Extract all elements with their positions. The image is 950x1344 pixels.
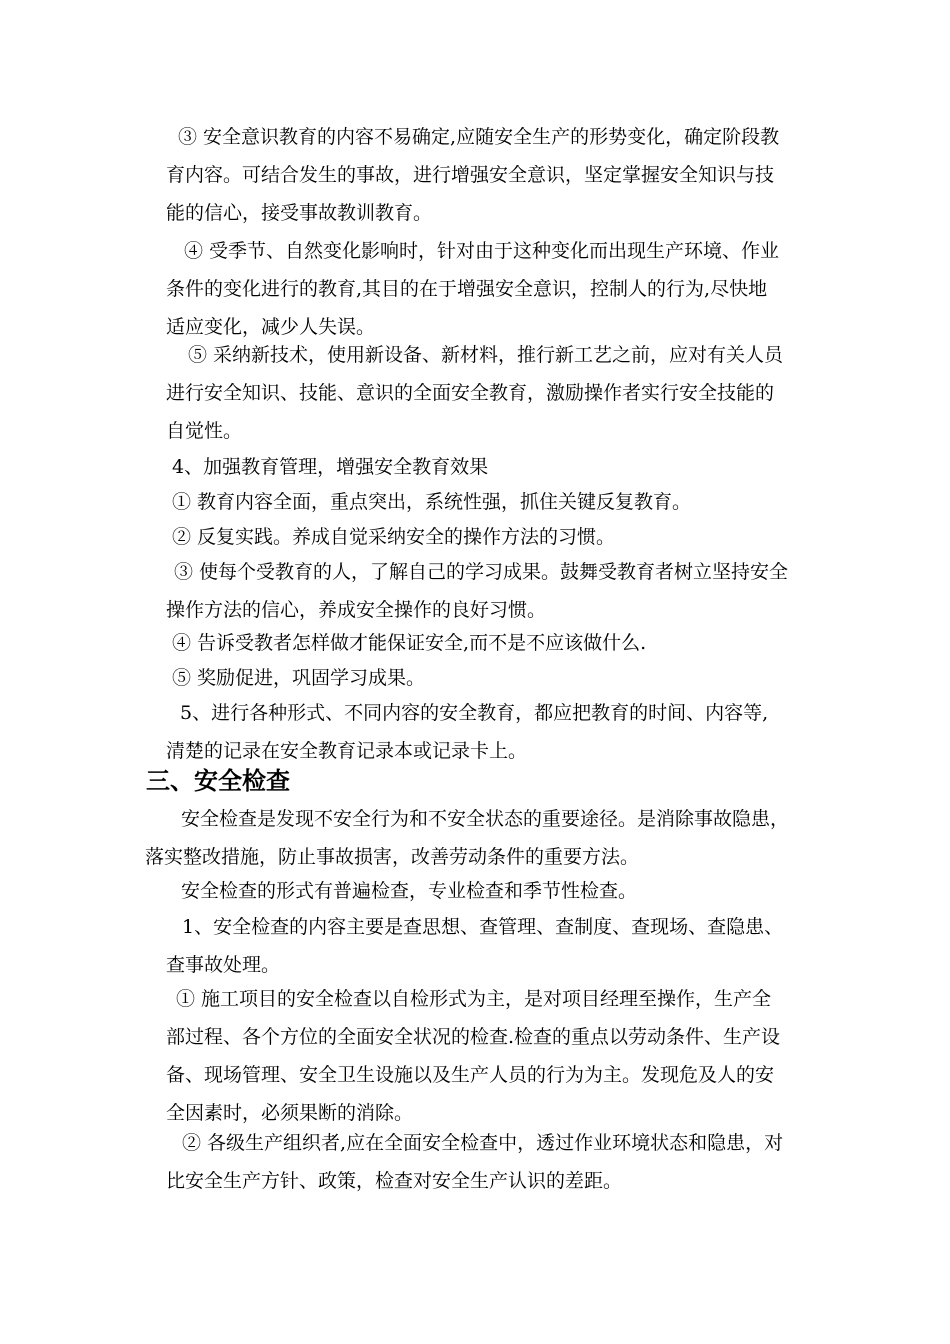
paragraph <box>166 118 779 232</box>
paragraph <box>166 908 783 984</box>
text-line: 清楚的记录在安全教育记录本或记录卡上。 <box>166 740 528 762</box>
text-line: 操作方法的信心，养成安全操作的良好习惯。 <box>166 599 547 621</box>
text-line: ③ 使每个受教育的人，了解自己的学习成果。鼓舞受教育者树立坚持安全 <box>174 561 789 583</box>
text-line: ④ 告诉受教者怎样做才能保证安全,而不是不应该做什么. <box>172 632 647 654</box>
text-line: ③ 安全意识教育的内容不易确定,应随安全生产的形势变化，确定阶段教 <box>178 126 780 148</box>
paragraph <box>172 518 615 556</box>
text-line: 比安全生产方针、政策，检查对安全生产认识的差距。 <box>166 1170 623 1192</box>
section-heading: 三、安全检查 <box>146 767 290 795</box>
paragraph <box>145 800 789 876</box>
text-line: ② 各级生产组织者,应在全面安全检查中，透过作业环境状态和隐患，对 <box>182 1132 784 1154</box>
text-line: 部过程、各个方位的全面安全状况的检查.检查的重点以劳动条件、生产设 <box>166 1026 781 1048</box>
paragraph <box>172 624 646 662</box>
paragraph <box>172 659 425 697</box>
text-line: 4、加强教育管理，增强安全教育效果 <box>172 456 489 478</box>
paragraph <box>166 336 783 450</box>
text-line: 安全检查的形式有普遍检查，专业检查和季节性检查。 <box>181 880 638 902</box>
text-line: 全因素时，必须果断的消除。 <box>166 1102 414 1124</box>
paragraph <box>166 980 780 1132</box>
text-line: ⑤ 奖励促进，巩固学习成果。 <box>172 667 426 689</box>
paragraph <box>166 232 779 346</box>
paragraph <box>172 448 488 486</box>
text-line: 自觉性。 <box>166 420 243 442</box>
text-line: 适应变化，减少人失误。 <box>166 316 376 338</box>
text-line: 育内容。可结合发生的事故，进行增强安全意识，坚定掌握安全知识与技 <box>166 164 775 186</box>
paragraph <box>166 694 768 770</box>
paragraph <box>166 1124 783 1200</box>
text-line: ② 反复实践。养成自觉采纳安全的操作方法的习惯。 <box>172 526 616 548</box>
text-line: ⑤ 采纳新技术，使用新设备、新材料，推行新工艺之前，应对有关人员 <box>188 344 784 366</box>
text-line: 安全检查是发现不安全行为和不安全状态的重要途径。是消除事故隐患， <box>181 808 790 830</box>
text-line: ④ 受季节、自然变化影响时，针对由于这种变化而出现生产环境、作业 <box>184 240 780 262</box>
text-line: 条件的变化进行的教育,其目的在于增强安全意识，控制人的行为,尽快地 <box>166 278 768 300</box>
text-line: 落实整改措施，防止事故损害，改善劳动条件的重要方法。 <box>145 846 640 868</box>
text-line: ① 施工项目的安全检查以自检形式为主，是对项目经理至操作，生产全 <box>176 988 772 1010</box>
text-line: 进行安全知识、技能、意识的全面安全教育，激励操作者实行安全技能的 <box>166 382 775 404</box>
text-line: 备、现场管理、安全卫生设施以及生产人员的行为为主。发现危及人的安 <box>166 1064 775 1086</box>
paragraph <box>166 553 788 629</box>
paragraph <box>172 483 691 521</box>
text-line: 能的信心，接受事故教训教育。 <box>166 202 433 224</box>
text-line: 5、进行各种形式、不同内容的安全教育，都应把教育的时间、内容等, <box>180 702 769 724</box>
text-line: ① 教育内容全面，重点突出，系统性强，抓住关键反复教育。 <box>172 491 692 513</box>
text-line: 查事故处理。 <box>166 954 281 976</box>
paragraph <box>181 872 637 910</box>
text-line: 1、安全检查的内容主要是查思想、查管理、查制度、查现场、查隐患、 <box>182 916 784 938</box>
